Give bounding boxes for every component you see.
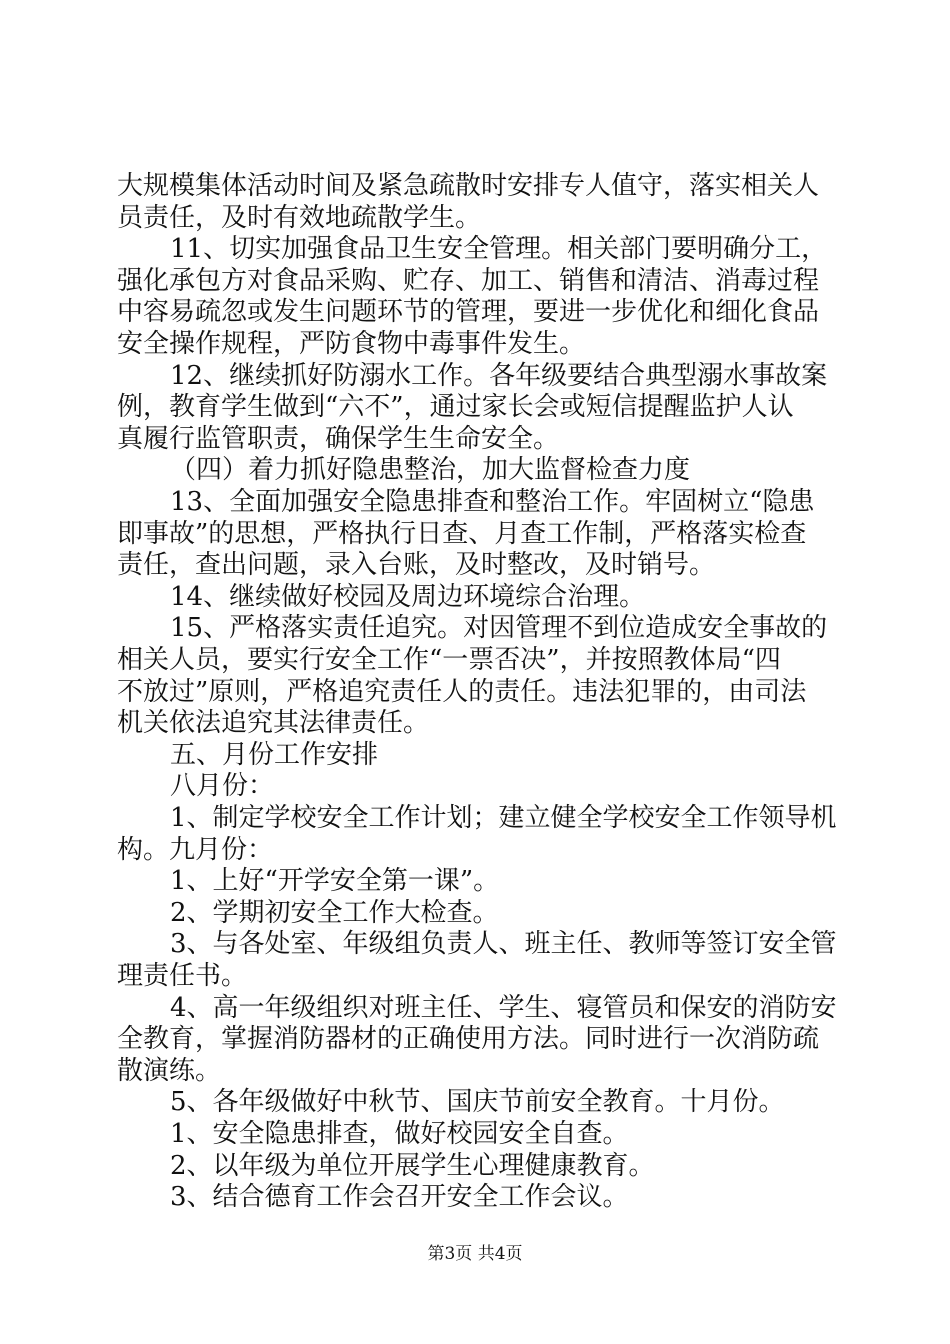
text-line: 2、学期初安全工作大检查。: [170, 898, 499, 928]
text-line: 13、全面加强安全隐患排查和整治工作。牢固树立“隐患: [170, 487, 815, 517]
page-footer: [0, 1243, 950, 1265]
text-line: 15、严格落实责任追究。对因管理不到位造成安全事故的: [170, 613, 828, 643]
text-line: 相关人员，要实行安全工作“一票否决”，并按照教体局“四: [117, 645, 781, 675]
text-line: 员责任，及时有效地疏散学生。: [117, 203, 482, 233]
text-line: 责任，查出问题，录入台账，及时整改，及时销号。: [117, 550, 716, 580]
text-line: 2、以年级为单位开展学生心理健康教育。: [170, 1151, 655, 1181]
text-line: 12、继续抓好防溺水工作。各年级要结合典型溺水事故案: [170, 361, 828, 391]
text-line: 14、继续做好校园及周边环境综合治理。: [170, 582, 646, 612]
section-heading: 五、月份工作安排: [170, 740, 379, 770]
text-line: 3、与各处室、年级组负责人、班主任、教师等签订安全管: [170, 929, 837, 959]
text-line: 例，教育学生做到“六不”，通过家长会或短信提醒监护人认: [117, 392, 794, 422]
text-line: 4、高一年级组织对班主任、学生、寝管员和保安的消防安: [170, 993, 837, 1023]
page-number-label: 第3页 共4页: [427, 1244, 523, 1264]
text-line: 11、切实加强食品卫生安全管理。相关部门要明确分工，: [170, 234, 828, 264]
text-line: 机关依法追究其法律责任。: [117, 708, 430, 738]
text-line: 不放过”原则，严格追究责任人的责任。违法犯罪的，由司法: [117, 677, 807, 707]
text-line: 真履行监管职责，确保学生生命安全。: [117, 424, 560, 454]
text-line: 构。九月份：: [117, 835, 274, 865]
text-line: 散演练。: [117, 1056, 222, 1086]
text-line: 1、上好“开学安全第一课”。: [170, 866, 500, 896]
text-line: 理责任书。: [117, 961, 248, 991]
text-line: 全教育，掌握消防器材的正确使用方法。同时进行一次消防疏: [117, 1024, 820, 1054]
text-line: 5、各年级做好中秋节、国庆节前安全教育。十月份。: [170, 1087, 785, 1117]
month-heading: 八月份：: [170, 771, 275, 801]
text-line: 安全操作规程，严防食物中毒事件发生。: [117, 329, 586, 359]
text-line: 1、安全隐患排查，做好校园安全自查。: [170, 1119, 629, 1149]
text-line: 1、制定学校安全工作计划；建立健全学校安全工作领导机: [170, 803, 837, 833]
text-line: 大规模集体活动时间及紧急疏散时安排专人值守，落实相关人: [117, 171, 820, 201]
section-heading: （四）着力抓好隐患整治，加大监督检查力度: [170, 455, 691, 485]
text-line: 即事故”的思想，严格执行日查、月查工作制，严格落实检查: [117, 519, 807, 549]
text-line: 3、结合德育工作会召开安全工作会议。: [170, 1182, 629, 1212]
text-line: 中容易疏忽或发生问题环节的管理，要进一步优化和细化食品: [117, 297, 820, 327]
text-line: 强化承包方对食品采购、贮存、加工、销售和清洁、消毒过程: [117, 266, 820, 296]
